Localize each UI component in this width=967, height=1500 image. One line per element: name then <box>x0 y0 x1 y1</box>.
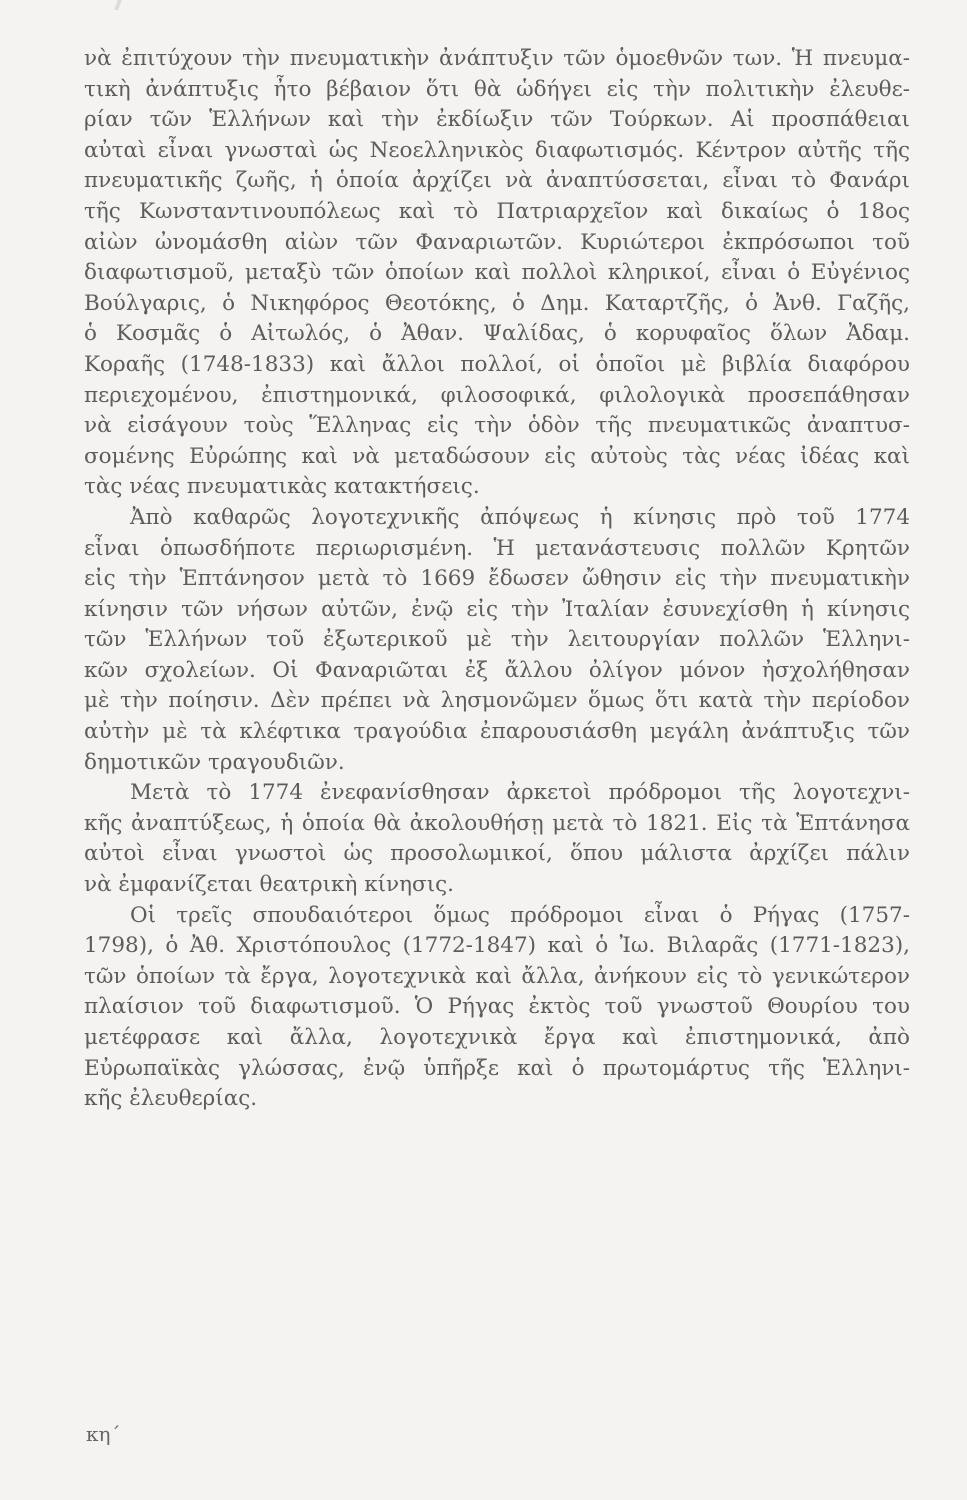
text-line: πλαίσιον τοῦ διαφωτισμοῦ. Ὁ Ρήγας ἐκτὸς τοῦ γνωστοῦ Θουρίου του <box>84 994 910 1020</box>
text-line: τὰς νέας πνευματικὰς κατακτήσεις. <box>84 474 480 500</box>
text-line: μετέφρασε καὶ ἄλλα, λογοτεχνικὰ ἔργα καὶ ἐπιστημονικά, ἀπὸ <box>84 1025 910 1050</box>
text-line: τῶν Ἑλλήνων τοῦ ἐξωτερικοῦ μὲ τὴν λειτουργίαν πολλῶν Ἑλληνι- <box>84 627 910 653</box>
text-line: 1798), ὁ Ἀθ. Χριστόπουλος (1772-1847) καὶ ὁ Ἰω. Βιλαρᾶς (1771-1823), <box>84 933 910 959</box>
page-body <box>84 44 910 1115</box>
text-line: σομένης Εὐρώπης καὶ νὰ μεταδώσουν εἰς αὐτοὺς τὰς νέας ἰδέας καὶ <box>84 443 910 469</box>
text-line: Μετὰ τὸ 1774 ἐνεφανίσθησαν ἀρκετοὶ πρόδρομοι τῆς λογοτεχνι- <box>130 780 910 806</box>
text-line: δημοτικῶν τραγουδιῶν. <box>84 749 345 775</box>
text-line: μὲ τὴν ποίησιν. Δὲν πρέπει νὰ λησμονῶμεν ὅμως ὅτι κατὰ τὴν περίοδον <box>84 688 910 714</box>
text-line: νὰ ἐπιτύχουν τὴν πνευματικὴν ἀνάπτυξιν τῶν ὁμοεθνῶν των. Ἡ πνευμα- <box>84 46 910 71</box>
page-number: κη΄ <box>86 1422 121 1446</box>
text-line: πνευματικῆς ζωῆς, ἡ ὁποία ἀρχίζει νὰ ἀναπτύσσεται, εἶναι τὸ Φανάρι <box>84 168 910 194</box>
text-line: τῆς Κωνσταντινουπόλεως καὶ τὸ Πατριαρχεῖον καὶ δικαίως ὁ 18ος <box>84 198 910 224</box>
text-line: αἰὼν ὠνομάσθη αἰὼν τῶν Φαναριωτῶν. Κυριώτεροι ἐκπρόσωποι τοῦ <box>84 229 910 255</box>
text-line: Βούλγαρις, ὁ Νικηφόρος Θεοτόκης, ὁ Δημ. Καταρτζῆς, ὁ Ἀνθ. Γαζῆς, <box>84 290 910 316</box>
text-line: Κοραῆς (1748-1833) καὶ ἄλλοι πολλοί, οἱ ὁποῖοι μὲ βιβλία διαφόρου <box>84 351 910 377</box>
text-line: κῆς ἐλευθερίας. <box>84 1086 258 1112</box>
text-line: κῆς ἀναπτύξεως, ἡ ὁποία θὰ ἀκολουθήσῃ μετὰ τὸ 1821. Εἰς τὰ Ἑπτάνησα <box>84 810 910 836</box>
scan-mark <box>114 0 122 10</box>
text-line: τῶν ὁποίων τὰ ἔργα, λογοτεχνικὰ καὶ ἄλλα, ἀνήκουν εἰς τὸ γενικώτερον <box>84 963 910 989</box>
text-line: Ἀπὸ καθαρῶς λογοτεχνικῆς ἀπόψεως ἡ κίνησις πρὸ τοῦ 1774 <box>130 504 910 530</box>
text-line: Οἱ τρεῖς σπουδαιότεροι ὅμως πρόδρομοι εἶναι ὁ Ρήγας (1757- <box>130 902 910 928</box>
text-line: νὰ εἰσάγουν τοὺς Ἕλληνας εἰς τὴν ὁδὸν τῆς πνευματικῶς ἀναπτυσ- <box>84 413 910 439</box>
text-line: κίνησιν τῶν νήσων αὐτῶν, ἐνῷ εἰς τὴν Ἰταλίαν ἐσυνεχίσθη ἡ κίνησις <box>84 596 910 622</box>
text-line: αὐτοὶ εἶναι γνωστοὶ ὡς προσολωμικοί, ὅπου μάλιστα ἀρχίζει πάλιν <box>84 841 910 867</box>
text-line: ρίαν τῶν Ἑλλήνων καὶ τὴν ἐκδίωξιν τῶν Τούρκων. Αἱ προσπάθειαι <box>84 107 910 133</box>
text-line: αὐτὴν μὲ τὰ κλέφτικα τραγούδια ἐπαρουσιάσθη μεγάλη ἀνάπτυξις τῶν <box>84 719 910 745</box>
text-line: περιεχομένου, ἐπιστημονικά, φιλοσοφικά, φιλολογικὰ προσεπάθησαν <box>84 382 910 408</box>
text-line: νὰ ἐμφανίζεται θεατρικὴ κίνησις. <box>84 872 454 898</box>
text-line: τικὴ ἀνάπτυξις ἦτο βέβαιον ὅτι θὰ ὡδήγει εἰς τὴν πολιτικὴν ἐλευθε- <box>84 76 910 102</box>
text-line: διαφωτισμοῦ, μεταξὺ τῶν ὁποίων καὶ πολλοὶ κληρικοί, εἶναι ὁ Εὐγένιος <box>84 260 910 286</box>
text-line: αὐταὶ εἶναι γνωσταὶ ὡς Νεοελληνικὸς διαφωτισμός. Κέντρον αὐτῆς τῆς <box>84 137 910 163</box>
text-line: ὁ Κοσμᾶς ὁ Αἰτωλός, ὁ Ἀθαν. Ψαλίδας, ὁ κορυφαῖος ὅλων Ἀδαμ. <box>84 321 910 347</box>
text-line: εἰς τὴν Ἑπτάνησον μετὰ τὸ 1669 ἔδωσεν ὤθησιν εἰς τὴν πνευματικὴν <box>84 566 910 592</box>
text-line: κῶν σχολείων. Οἱ Φαναριῶται ἐξ ἄλλου ὀλίγον μόνον ἠσχολήθησαν <box>84 657 910 683</box>
text-line: Εὐρωπαϊκὰς γλώσσας, ἐνῷ ὑπῆρξε καὶ ὁ πρωτομάρτυς τῆς Ἑλληνι- <box>84 1055 910 1081</box>
text-line: εἶναι ὁπωσδήποτε περιωρισμένη. Ἡ μετανάστευσις πολλῶν Κρητῶν <box>84 535 910 561</box>
